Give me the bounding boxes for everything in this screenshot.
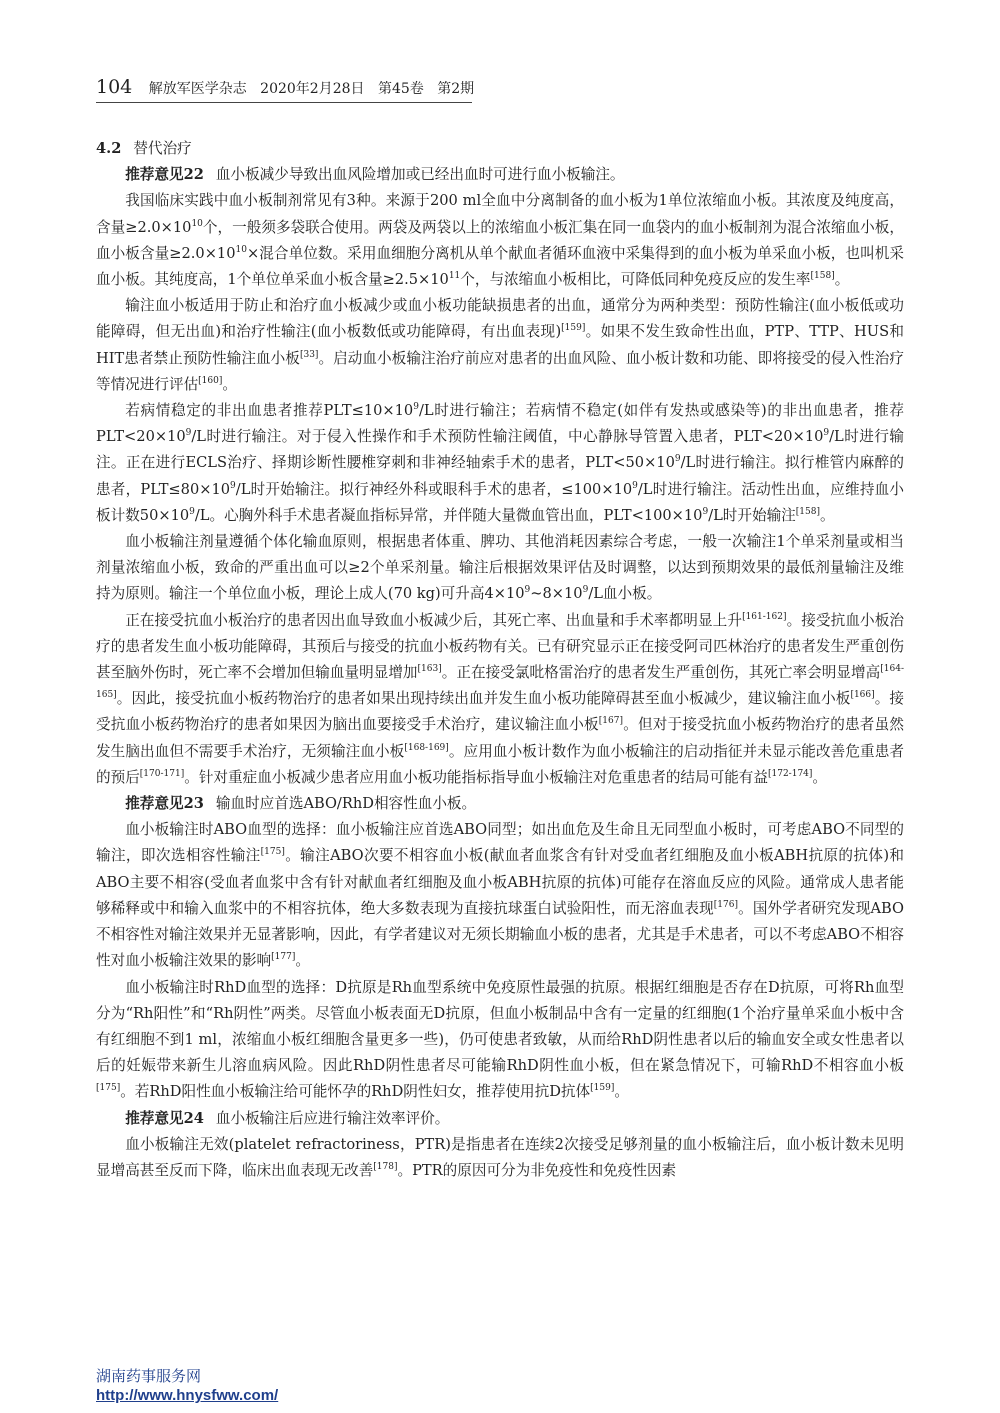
- section-number: 4.2: [96, 140, 122, 157]
- text-run: /L时开始输注: [708, 506, 796, 524]
- text-run: 血小板输注剂量遵循个体化输血原则，根据患者体重、脾功、其他消耗因素综合考虑，一般一次输注1个单采剂量或相当剂量浓缩血小板，致命的严重出血可以≥2个单采剂量。输注后根据效果评估及时调整，以达到预期效果的最低剂量输注及维持为原则。输注一个单位血小板，理论上成人(70 kg)可升高4×10: [96, 533, 904, 603]
- citation: [164-165]: [96, 664, 904, 701]
- recommendation-22: [96, 162, 904, 188]
- text-run: 血小板输注时RhD血型的选择：D抗原是Rh血型系统中免疫原性最强的抗原。根据红细胞是否存在D抗原，可将Rh血型分为“Rh阳性”和“Rh阴性”两类。尽管血小板表面无D抗原，但血小板制品中含有一定量的红细胞(1个治疗量单采血小板中含有红细胞不到1 ml，浓缩血小板红细胞含量更多一些)，仍可使患者致敏，从而给RhD阴性患者以后的输血安全或女性患者以后的妊娠带来新生儿溶血病风险。因此RhD阴性患者尽可能输RhD阴性血小板，但在紧急情况下，可输RhD不相容血小板: [96, 978, 904, 1075]
- paragraph-ptr: [96, 1132, 904, 1184]
- section-title: 替代治疗: [133, 140, 192, 157]
- text-run: 。但对于接受抗血小板药物治疗的患者虽然发生脑出血但不需要手术治疗，无须输注血小板: [96, 716, 904, 760]
- exponent: 9: [524, 585, 531, 596]
- citation: [166]: [850, 690, 875, 701]
- running-header: [96, 76, 475, 103]
- exponent: 10: [191, 218, 203, 229]
- text-run: /L时进行输注。对于侵入性操作和手术预防性输注阈值，中心静脉导管置入患者，PLT<20×10: [191, 428, 824, 446]
- exponent: 9: [185, 428, 192, 439]
- citation: [158]: [795, 506, 820, 517]
- paragraph-rhd: [96, 975, 904, 1106]
- text-run: /L时开始输注。拟行神经外科或眼科手术的患者，≤100×10: [235, 480, 633, 498]
- text-run: 。接受抗血小板药物治疗的患者如果因为脑出血要接受手术治疗，建议输注血小板: [96, 690, 904, 734]
- text-run: 。针对重症血小板减少患者应用血小板功能指标指导血小板输注对危重患者的结局可能有益: [184, 768, 768, 786]
- text-run: 。正在接受氯吡格雷治疗的患者发生严重创伤，其死亡率会明显增高: [441, 664, 881, 682]
- citation: [176]: [713, 900, 738, 911]
- exponent: 11: [448, 271, 461, 282]
- exponent: 9: [823, 428, 830, 439]
- issue-date: 2020年2月28日: [260, 81, 365, 97]
- text-run: 若病情稳定的非出血患者推荐PLT≤10×10: [125, 402, 414, 420]
- page-number: 104: [96, 76, 133, 98]
- citation: [158]: [810, 271, 835, 282]
- site-name: 湖南药事服务网: [96, 1368, 202, 1385]
- text-run: 血小板输注无效(platelet refractoriness，PTR)是指患者在连续2次接受足够剂量的血小板输注后，血小板计数未见明显增高甚至反而下降，临床出血表现无改善: [96, 1135, 904, 1179]
- citation: [33]: [299, 349, 319, 360]
- exponent: 9: [189, 506, 195, 517]
- text-run: /L时进行输注；若病情不稳定(如伴有发热或感染等)的非出血患者，推荐PLT<20×10: [96, 402, 905, 446]
- text-run: 输注血小板适用于防止和治疗血小板减少或血小板功能缺损患者的出血，通常分为两种类型：预防性输注(血小板低或功能障碍，但无出血)和治疗性输注(血小板数低或功能障碍，有出血表现): [96, 297, 904, 341]
- text-run: 正在接受抗血小板治疗的患者因出血导致血小板减少后，其死亡率、出血量和手术率都明显上升: [125, 611, 743, 629]
- paragraph-platelet-types: [96, 188, 904, 293]
- text-run: 。启动血小板输注治疗前应对患者的出血风险、血小板计数和功能、即将接受的侵入性治疗等情况进行评估: [96, 349, 904, 393]
- text-run: /L时进行输注。活动性出血，应维持血小板计数50×10: [96, 480, 904, 524]
- citation: [163]: [417, 664, 442, 675]
- recommendation-24: [96, 1106, 904, 1132]
- text-run: 。: [222, 375, 237, 393]
- paragraph-indications: [96, 293, 904, 398]
- recommendation-label: 推荐意见22: [125, 166, 204, 184]
- text-run: 。如果不发生致命性出血，PTP、TTP、HUS和HIT患者禁止预防性输注血小板: [96, 323, 904, 367]
- text-run: 我国临床实践中血小板制剂常见有3种。来源于200 ml全血中分离制备的血小板为1单位浓缩血小板。其浓度及纯度高，含量≥2.0×10: [96, 192, 904, 236]
- text-run: 。若RhD阳性血小板输注给可能怀孕的RhD阴性妇女，推荐使用抗D抗体: [120, 1083, 591, 1101]
- text-run: 。PTR的原因可分为非免疫性和免疫性因素: [397, 1161, 677, 1179]
- exponent: 9: [413, 402, 419, 413]
- text-run: 。: [834, 271, 850, 289]
- site-url-link[interactable]: http://www.hnysfww.com/: [96, 1387, 279, 1404]
- recommendation-text: 血小板减少导致出血风险增加或已经出血时可进行血小板输注。: [215, 166, 625, 184]
- text-run: /L。心胸外科手术患者凝血指标异常，并伴随大量微血管出血，PLT<100×10: [194, 506, 703, 524]
- recommendation-label: 推荐意见23: [125, 795, 204, 813]
- text-run: 个，一般须多袋联合使用。两袋及两袋以上的浓缩血小板汇集在同一血袋内的血小板制剂为混合浓缩血小板，血小板含量≥2.0×10: [96, 218, 904, 262]
- watermark-footer: [96, 1367, 278, 1405]
- paragraph-dosage: [96, 529, 904, 608]
- article-body: [96, 136, 904, 1184]
- citation: [178]: [373, 1162, 398, 1173]
- recommendation-text: 血小板输注后应进行输注效率评价。: [215, 1109, 450, 1127]
- exponent: 9: [632, 480, 638, 491]
- paragraph-antiplatelet: [96, 608, 904, 791]
- text-run: ×混合单位数。采用血细胞分离机从单个献血者循环血液中采集得到的血小板为单采血小板，也叫机采血小板。其纯度高，1个单位单采血小板含量≥2.5×10: [96, 244, 904, 289]
- citation: [168-169]: [404, 742, 449, 753]
- text-run: 。因此，接受抗血小板药物治疗的患者如果出现持续出血并发生血小板功能障碍甚至血小板减少，建议输注血小板: [116, 690, 851, 708]
- exponent: 10: [235, 244, 247, 255]
- citation: [161-162]: [742, 611, 787, 622]
- recommendation-label: 推荐意见24: [125, 1109, 204, 1127]
- exponent: 9: [702, 506, 709, 517]
- text-run: 。: [819, 506, 835, 524]
- text-run: 。国外学者研究发现ABO不相容性对输注效果并无显著影响，因此，有学者建议对无须长期输血小板的患者，尤其是手术患者，可以不考虑ABO不相容性对血小板输注效果的影响: [96, 899, 904, 970]
- journal-name: 解放军医学杂志: [148, 81, 247, 97]
- citation: [170-171]: [139, 769, 185, 780]
- paragraph-abo: [96, 817, 904, 974]
- text-run: 个，与浓缩血小板相比，可降低同种免疫反应的发生率: [460, 271, 811, 289]
- text-run: /L血小板。: [588, 585, 662, 603]
- section-heading: [96, 136, 904, 162]
- text-run: 。: [295, 952, 310, 970]
- issue: 第2期: [437, 81, 475, 97]
- text-run: 。: [614, 1083, 629, 1101]
- citation: [175]: [260, 847, 285, 858]
- text-run: /L时进行输注。正在进行ECLS治疗、择期诊断性腰椎穿刺和非神经轴索手术的患者，PLT<50×10: [96, 428, 905, 472]
- exponent: 9: [230, 480, 236, 491]
- citation: [172-174]: [767, 769, 813, 780]
- recommendation-23: [96, 791, 904, 817]
- text-run: /L时进行输注。拟行椎管内麻醉的患者，PLT≤80×10: [96, 454, 904, 498]
- text-run: 血小板输注时ABO血型的选择：血小板输注应首选ABO同型；如出血危及生命且无同型血小板时，可考虑ABO不同型的输注，即次选相容性输注: [96, 821, 904, 865]
- citation: [175]: [96, 1083, 121, 1094]
- exponent: 9: [582, 585, 589, 596]
- citation: [167]: [598, 716, 623, 727]
- exponent: 9: [674, 454, 681, 465]
- citation: [177]: [271, 952, 296, 963]
- text-run: 。: [812, 768, 828, 786]
- citation: [159]: [561, 323, 586, 334]
- paragraph-thresholds: [96, 398, 904, 529]
- text-run: 。输注ABO次要不相容血小板(献血者血浆含有针对受血者红细胞及血小板ABH抗原的抗体)和ABO主要不相容(受血者血浆中含有针对献血者红细胞及血小板ABH抗原的抗体)可能存在溶血反应的风险。通常成人患者能够稀释或中和输入血浆中的不相容抗体，绝大多数表现为直接抗球蛋白试验阳性，而无溶血表现: [96, 847, 904, 917]
- text-run: 。应用血小板计数作为血小板输注的启动指征并未显示能改善危重患者的预后: [96, 742, 904, 786]
- text-run: 。接受抗血小板治疗的患者发生血小板功能障碍，其预后与接受的抗血小板药物有关。已有研究显示正在接受阿司匹林治疗的患者发生严重创伤甚至脑外伤时，死亡率不会增加但输血量明显增加: [96, 611, 904, 682]
- recommendation-text: 输血时应首选ABO/RhD相容性血小板。: [215, 795, 477, 813]
- citation: [159]: [590, 1083, 615, 1094]
- volume: 第45卷: [377, 81, 424, 97]
- citation: [160]: [198, 375, 223, 386]
- text-run: ~8×10: [530, 585, 583, 603]
